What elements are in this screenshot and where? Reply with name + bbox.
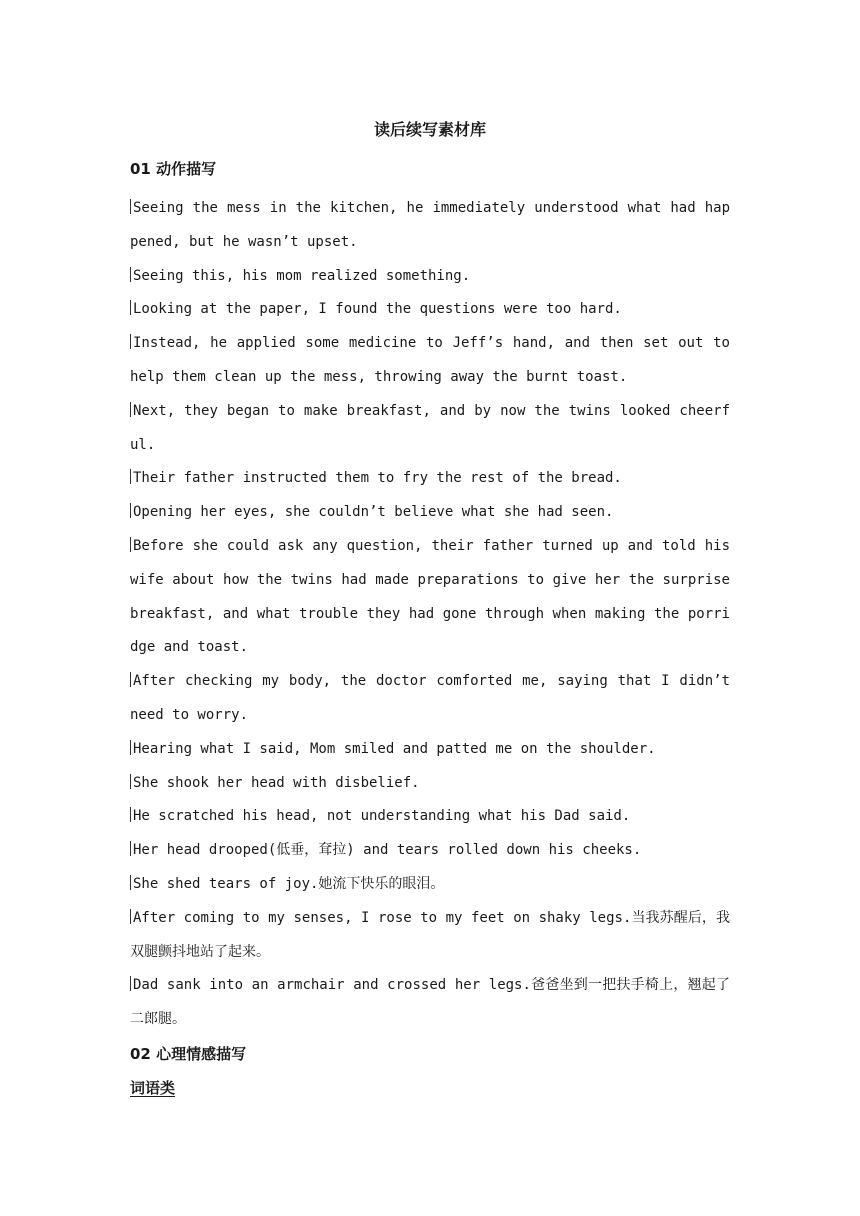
list-item xyxy=(130,192,730,260)
sentence-list xyxy=(130,192,730,1037)
bullet-bar-icon xyxy=(130,976,131,991)
sentence-text: Opening her eyes, she couldn’t believe what she had seen. xyxy=(133,504,614,521)
bullet-bar-icon xyxy=(130,469,131,484)
bullet-bar-icon xyxy=(130,909,131,924)
list-item xyxy=(130,868,730,902)
list-item xyxy=(130,834,730,868)
sentence-text: She shook her head with disbelief. xyxy=(133,774,420,791)
bullet-bar-icon xyxy=(130,300,131,315)
bullet-bar-icon xyxy=(130,537,131,552)
bullet-bar-icon xyxy=(130,740,131,755)
sentence-text: Hearing what I said, Mom smiled and patted me on the shoulder. xyxy=(133,740,656,757)
bullet-bar-icon xyxy=(130,807,131,822)
list-item xyxy=(130,969,730,1037)
section-heading-action: 01 动作描写 xyxy=(130,160,217,178)
list-item xyxy=(130,530,730,665)
bullet-bar-icon xyxy=(130,402,131,417)
list-item xyxy=(130,462,730,496)
list-item xyxy=(130,293,730,327)
list-item xyxy=(130,733,730,767)
document-body xyxy=(130,116,730,1099)
document-title: 读后续写素材库 xyxy=(373,120,486,139)
list-item xyxy=(130,665,730,733)
bullet-bar-icon xyxy=(130,841,131,856)
section-heading-emotion: 02 心理情感描写 xyxy=(130,1044,247,1063)
bullet-bar-icon xyxy=(130,875,131,890)
list-item xyxy=(130,902,730,970)
sentence-text: Seeing the mess in the kitchen, he immediately understood what had happened, but he wasn’t upset. xyxy=(130,200,730,250)
sentence-text: Next, they began to make breakfast, and by now the twins looked cheerful. xyxy=(130,402,730,453)
list-item xyxy=(130,327,730,395)
bullet-bar-icon xyxy=(130,774,131,789)
list-item xyxy=(130,496,730,530)
list-item xyxy=(130,800,730,834)
bullet-bar-icon xyxy=(130,334,131,349)
list-item xyxy=(130,395,730,463)
sentence-text: Looking at the paper, I found the questions were too hard. xyxy=(133,301,622,318)
bullet-bar-icon xyxy=(130,199,131,214)
sentence-text: After checking my body, the doctor comforted me, saying that I didn’t need to worry. xyxy=(130,673,730,723)
sentence-text: Before she could ask any question, their father turned up and told his wife about how the twins had made preparations to give her the surprise breakfast, and what trouble they had gone through when making the porridge and toast. xyxy=(130,537,730,656)
bullet-bar-icon xyxy=(130,672,131,687)
sentence-text: She shed tears of joy.她流下快乐的眼泪。 xyxy=(133,875,445,892)
sentence-text: He scratched his head, not understanding what his Dad said. xyxy=(133,808,631,825)
list-item xyxy=(130,260,730,294)
sentence-text: Her head drooped(低垂，耷拉) and tears rolled down his cheeks. xyxy=(133,842,642,859)
sentence-text: Dad sank into an armchair and crossed her legs.爸爸坐到一把扶手椅上，翘起了二郎腿。 xyxy=(130,977,730,1028)
bullet-bar-icon xyxy=(130,503,131,518)
sentence-text: Instead, he applied some medicine to Jeff’s hand, and then set out to help them clean up the mess, throwing away the burnt toast. xyxy=(130,335,730,385)
sentence-text: After coming to my senses, I rose to my feet on shaky legs.当我苏醒后，我双腿颤抖地站了起来。 xyxy=(130,909,730,960)
subheading-vocabulary: 词语类 xyxy=(130,1078,176,1097)
bullet-bar-icon xyxy=(130,267,131,282)
sentence-text: Seeing this, his mom realized something. xyxy=(133,267,471,284)
list-item xyxy=(130,767,730,801)
sentence-text: Their father instructed them to fry the rest of the bread. xyxy=(133,470,622,487)
